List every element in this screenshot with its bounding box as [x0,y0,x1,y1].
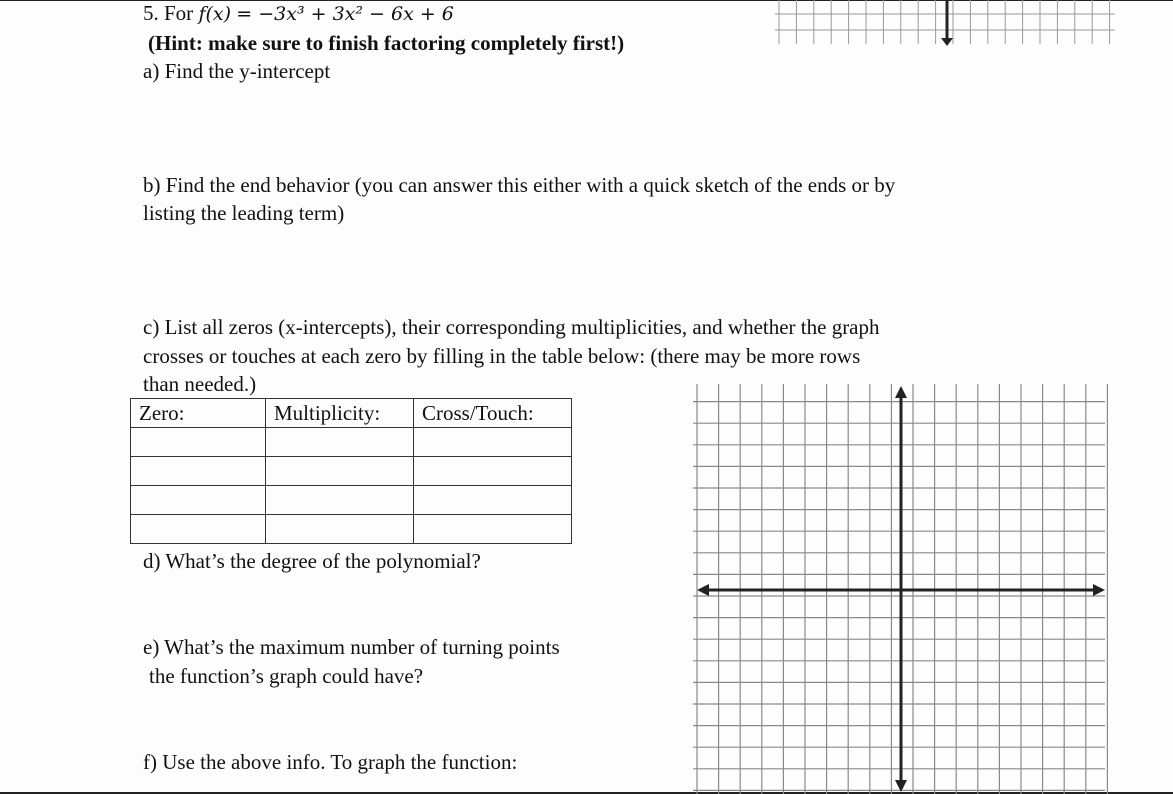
multiplicity-cell[interactable] [266,428,414,457]
equals-sign: = [236,3,259,25]
problem-number: 5. For [143,1,194,25]
zeros-table [130,398,572,544]
part-e-line2: the function’s graph could have? [149,664,424,688]
part-f: f) Use the above info. To graph the function: [143,750,518,774]
header-cross-touch: Cross/Touch: [414,399,572,428]
partial-graph-grid-top [775,0,1115,50]
part-a: a) Find the y-intercept [143,59,331,83]
graph-grid [693,384,1113,794]
zero-cell[interactable] [131,428,266,457]
part-d: d) What’s the degree of the polynomial? [143,549,481,573]
part-c-line2: crosses or touches at each zero by filling in the table below: (there may be more rows [143,344,861,368]
part-b-line2: listing the leading term) [143,201,345,225]
table-row [131,428,572,457]
multiplicity-cell[interactable] [266,486,414,515]
table-header-row [131,399,572,428]
part-c-line3: than needed.) [143,372,257,396]
table-row [131,457,572,486]
part-e-line1: e) What’s the maximum number of turning points [143,635,560,659]
part-b-line1: b) Find the end behavior (you can answer this either with a quick sketch of the ends or by [143,173,896,197]
zero-cell[interactable] [131,515,266,544]
function-rhs: −3x³ + 3x² − 6x + 6 [258,3,454,25]
part-c-line1: c) List all zeros (x-intercepts), their corresponding multiplicities, and whether the graph [143,315,880,339]
zero-cell[interactable] [131,457,266,486]
hint-text: (Hint: make sure to finish factoring completely first!) [148,31,625,55]
cross-touch-cell[interactable] [414,515,572,544]
header-zero: Zero: [131,399,266,428]
table-row [131,515,572,544]
table-row [131,486,572,515]
function-lhs: f(x) [198,3,232,25]
zero-cell[interactable] [131,486,266,515]
cross-touch-cell[interactable] [414,486,572,515]
multiplicity-cell[interactable] [266,515,414,544]
header-multiplicity: Multiplicity: [266,399,414,428]
multiplicity-cell[interactable] [266,457,414,486]
cross-touch-cell[interactable] [414,428,572,457]
problem-line [143,1,454,26]
cross-touch-cell[interactable] [414,457,572,486]
